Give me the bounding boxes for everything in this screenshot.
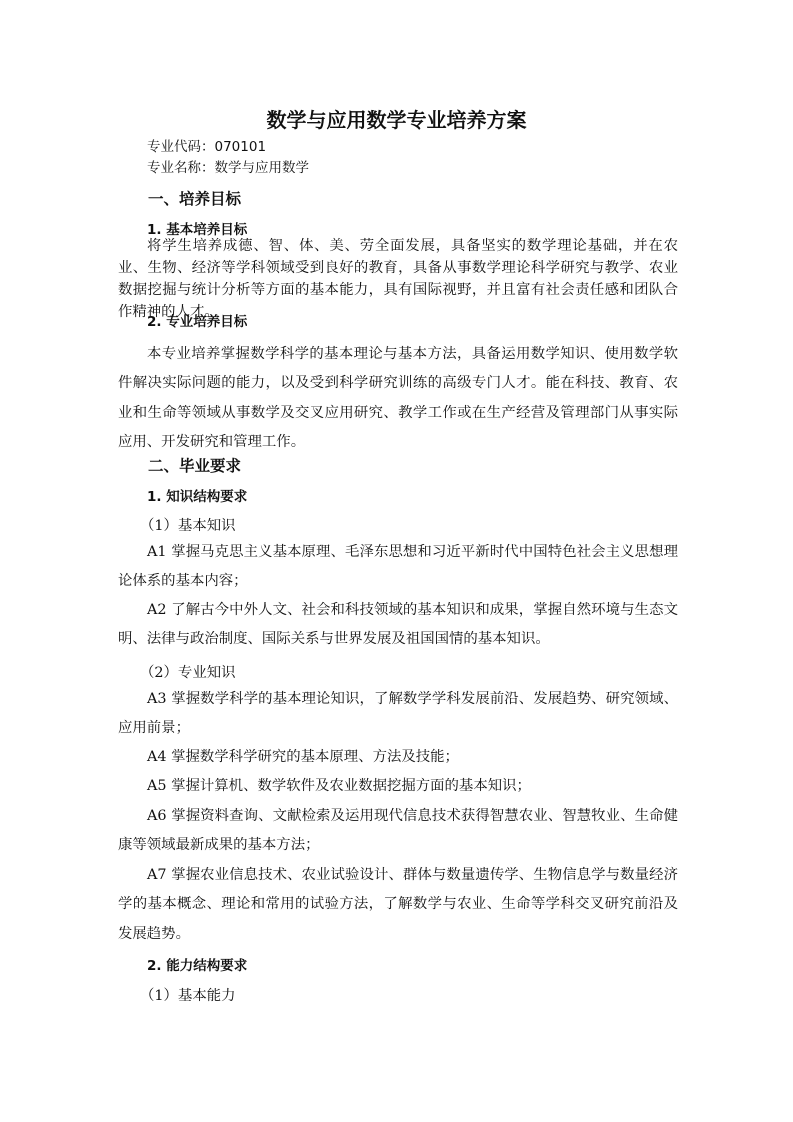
section-heading-requirements: 二、毕业要求 [148, 457, 242, 475]
section-heading-goals: 一、培养目标 [148, 190, 242, 208]
label-professional-knowledge: （2）专业知识 [140, 665, 236, 681]
requirement-A7: A7 掌握农业信息技术、农业试验设计、群体与数量遗传学、生物信息学与数量经济学的基本概念、理论和常用的试验方法，了解数学与农业、生命等学科交叉研究前沿及发展趋势。 [118, 867, 678, 942]
major-name: 专业名称：数学与应用数学 [147, 160, 309, 176]
subheading-ability-structure: 2. 能力结构要求 [147, 958, 248, 974]
paragraph-basic-goals: 将学生培养成德、智、体、美、劳全面发展，具备坚实的数学理论基础，并在农业、生物、经济等学科领域受到良好的教育，具备从事数学理论科学研究与教学、农业数据挖掘与统计分析等方面的基本能力，具有国际视野，并且富有社会责任感和团队合作精神的人才。 [118, 238, 678, 320]
subheading-knowledge-structure: 1. 知识结构要求 [147, 489, 248, 505]
subheading-basic-goals: 1. 基本培养目标 [147, 222, 248, 238]
requirement-A3: A3 掌握数学科学的基本理论知识，了解数学学科发展前沿、发展趋势、研究领域、应用前景； [118, 691, 678, 737]
requirement-A1: A1 掌握马克思主义基本原理、毛泽东思想和习近平新时代中国特色社会主义思想理论体系的基本内容； [118, 544, 678, 590]
document-title: 数学与应用数学专业培养方案 [266, 108, 527, 132]
requirement-A2: A2 了解古今中外人文、社会和科技领域的基本知识和成果，掌握自然环境与生态文明、法律与政治制度、国际关系与世界发展及祖国国情的基本知识。 [118, 602, 678, 648]
label-basic-ability: （1）基本能力 [140, 988, 236, 1004]
label-basic-knowledge: （1）基本知识 [140, 518, 236, 534]
subheading-professional-goals: 2. 专业培养目标 [147, 314, 248, 330]
major-code: 专业代码：070101 [147, 139, 267, 155]
requirement-A6: A6 掌握资料查询、文献检索及运用现代信息技术获得智慧农业、智慧牧业、生命健康等领域最新成果的基本方法； [118, 808, 678, 854]
requirement-A4: A4 掌握数学科学研究的基本原理、方法及技能； [147, 749, 459, 765]
requirement-A5: A5 掌握计算机、数学软件及农业数据挖掘方面的基本知识； [147, 778, 531, 794]
paragraph-professional-goals: 本专业培养掌握数学科学的基本理论与基本方法，具备运用数学知识、使用数学软件解决实际问题的能力，以及受到科学研究训练的高级专门人才。能在科技、教育、农业和生命等领域从事数学及交叉应用研究、教学工作或在生产经营及管理部门从事实际应用、开发研究和管理工作。 [118, 346, 678, 451]
